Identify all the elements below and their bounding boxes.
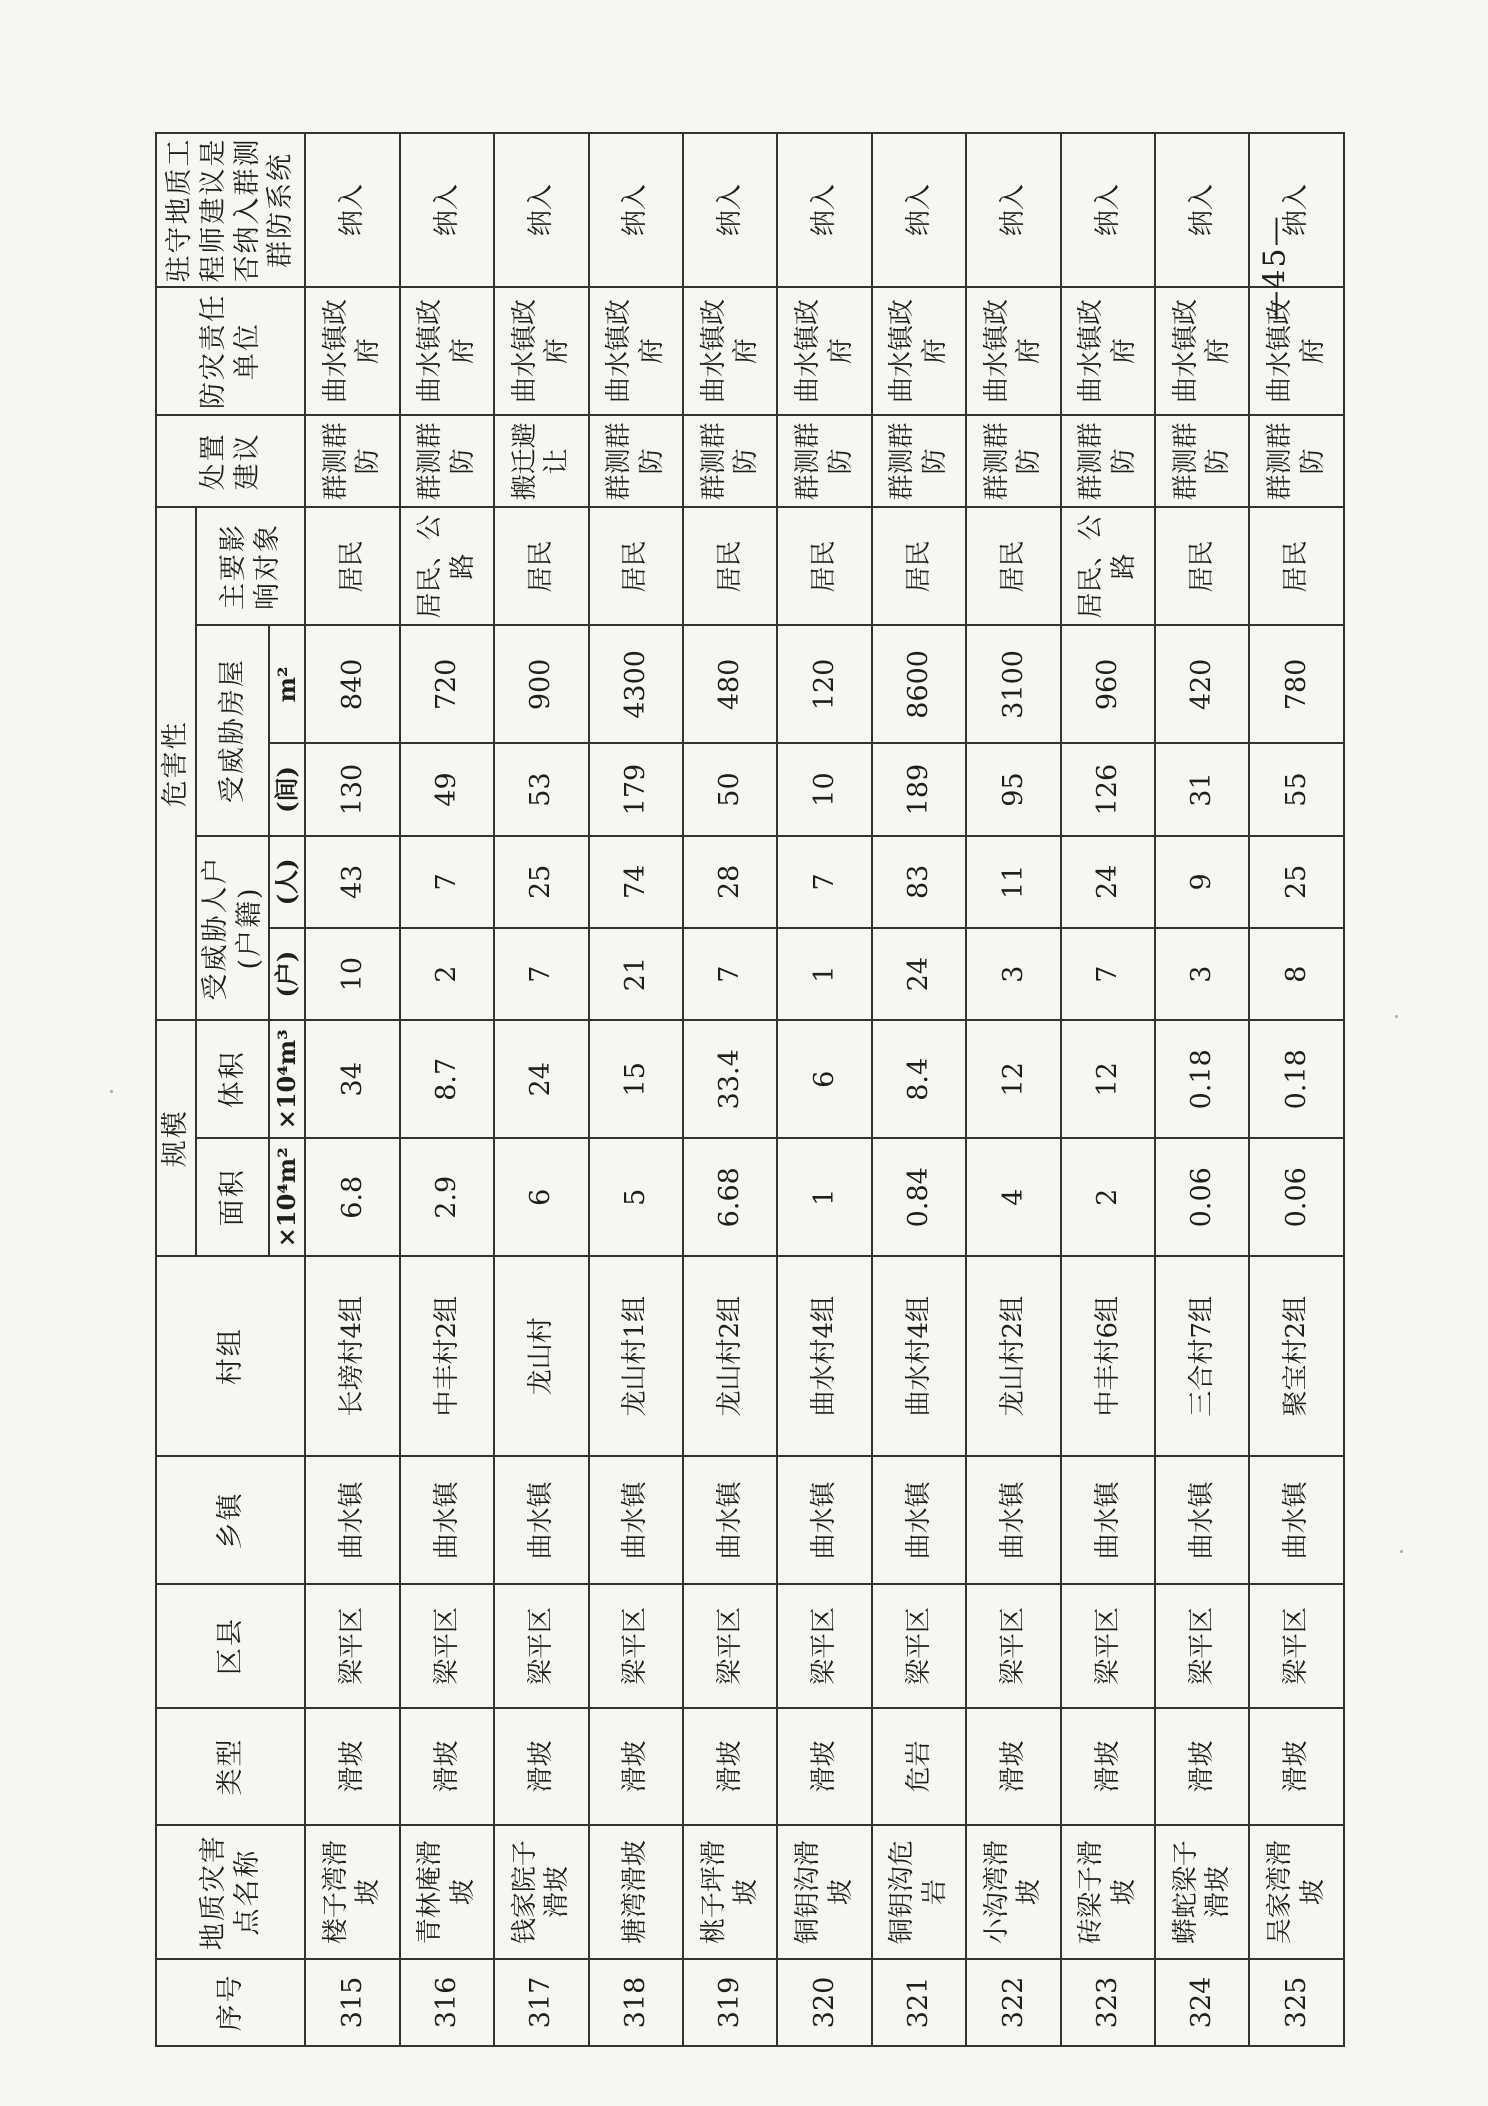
cell-persons: 28 xyxy=(683,836,777,928)
cell-town: 曲水镇 xyxy=(589,1456,683,1584)
table-row xyxy=(966,133,1060,2046)
cell-town: 曲水镇 xyxy=(683,1456,777,1584)
cell-name: 铜钥沟危岩 xyxy=(872,1825,966,1958)
cell-house-area: 480 xyxy=(683,625,777,743)
cell-responsible: 曲水镇政府 xyxy=(1061,287,1155,415)
cell-disposal: 搬迁避让 xyxy=(494,415,588,507)
header-seq: 序号 xyxy=(156,1959,305,2046)
cell-name: 桃子坪滑坡 xyxy=(683,1825,777,1958)
cell-households: 3 xyxy=(966,928,1060,1020)
cell-area: 6 xyxy=(494,1138,588,1256)
cell-responsible: 曲水镇政府 xyxy=(1155,287,1249,415)
cell-target: 居民 xyxy=(683,507,777,625)
cell-included: 纳入 xyxy=(777,133,871,287)
cell-area: 2 xyxy=(1061,1138,1155,1256)
cell-included: 纳入 xyxy=(305,133,399,287)
cell-seq: 316 xyxy=(400,1959,494,2046)
cell-households: 1 xyxy=(777,928,871,1020)
table-body xyxy=(305,133,1344,2046)
cell-type: 滑坡 xyxy=(966,1708,1060,1826)
cell-disposal: 群测群防 xyxy=(777,415,871,507)
cell-seq: 319 xyxy=(683,1959,777,2046)
cell-target: 居民 xyxy=(966,507,1060,625)
table-row xyxy=(305,133,399,2046)
cell-disposal: 群测群防 xyxy=(872,415,966,507)
cell-included: 纳入 xyxy=(966,133,1060,287)
cell-volume: 33.4 xyxy=(683,1020,777,1138)
unit-hu: (户) xyxy=(269,928,305,1020)
cell-type: 滑坡 xyxy=(683,1708,777,1826)
table-row xyxy=(777,133,871,2046)
cell-town: 曲水镇 xyxy=(777,1456,871,1584)
table-row xyxy=(494,133,588,2046)
cell-volume: 8.4 xyxy=(872,1020,966,1138)
cell-type: 滑坡 xyxy=(494,1708,588,1826)
cell-type: 滑坡 xyxy=(589,1708,683,1826)
cell-volume: 0.18 xyxy=(1155,1020,1249,1138)
cell-responsible: 曲水镇政府 xyxy=(683,287,777,415)
cell-area: 1 xyxy=(777,1138,871,1256)
cell-responsible: 曲水镇政府 xyxy=(400,287,494,415)
cell-area: 6.8 xyxy=(305,1138,399,1256)
cell-target: 居民 xyxy=(777,507,871,625)
cell-included: 纳入 xyxy=(494,133,588,287)
cell-area: 5 xyxy=(589,1138,683,1256)
cell-households: 7 xyxy=(683,928,777,1020)
cell-rooms: 95 xyxy=(966,743,1060,835)
cell-persons: 25 xyxy=(494,836,588,928)
cell-households: 2 xyxy=(400,928,494,1020)
cell-rooms: 31 xyxy=(1155,743,1249,835)
cell-disposal: 群测群防 xyxy=(305,415,399,507)
cell-included: 纳入 xyxy=(589,133,683,287)
cell-area: 0.06 xyxy=(1249,1138,1344,1256)
rotated-table-container xyxy=(155,132,1345,2047)
cell-rooms: 126 xyxy=(1061,743,1155,835)
header-responsible: 防灾责任单位 xyxy=(156,287,305,415)
header-included: 驻守地质工程师建议是否纳入群测群防系统 xyxy=(156,133,305,287)
cell-area: 6.68 xyxy=(683,1138,777,1256)
cell-house-area: 720 xyxy=(400,625,494,743)
cell-volume: 34 xyxy=(305,1020,399,1138)
cell-seq: 315 xyxy=(305,1959,399,2046)
cell-town: 曲水镇 xyxy=(1249,1456,1344,1584)
cell-households: 24 xyxy=(872,928,966,1020)
header-row-1 xyxy=(156,133,196,2046)
cell-area: 2.9 xyxy=(400,1138,494,1256)
cell-rooms: 130 xyxy=(305,743,399,835)
cell-name: 铜钥沟滑坡 xyxy=(777,1825,871,1958)
cell-name: 砖梁子滑坡 xyxy=(1061,1825,1155,1958)
cell-town: 曲水镇 xyxy=(305,1456,399,1584)
cell-rooms: 10 xyxy=(777,743,871,835)
cell-area: 4 xyxy=(966,1138,1060,1256)
cell-target: 居民 xyxy=(1249,507,1344,625)
cell-seq: 323 xyxy=(1061,1959,1155,2046)
cell-type: 滑坡 xyxy=(777,1708,871,1826)
cell-included: 纳入 xyxy=(400,133,494,287)
cell-volume: 24 xyxy=(494,1020,588,1138)
cell-households: 3 xyxy=(1155,928,1249,1020)
cell-rooms: 50 xyxy=(683,743,777,835)
cell-disposal: 群测群防 xyxy=(1249,415,1344,507)
table-row xyxy=(400,133,494,2046)
cell-village: 龙山村1组 xyxy=(589,1256,683,1456)
cell-name: 蟒蛇梁子滑坡 xyxy=(1155,1825,1249,1958)
header-volume: 体积 xyxy=(196,1020,270,1138)
cell-rooms: 53 xyxy=(494,743,588,835)
cell-name: 楼子湾滑坡 xyxy=(305,1825,399,1958)
cell-rooms: 55 xyxy=(1249,743,1344,835)
unit-m2: m² xyxy=(269,625,305,743)
cell-village: 聚宝村2组 xyxy=(1249,1256,1344,1456)
cell-type: 滑坡 xyxy=(400,1708,494,1826)
geohazard-table xyxy=(155,132,1345,2047)
cell-volume: 0.18 xyxy=(1249,1020,1344,1138)
header-houses: 受威胁房屋 xyxy=(196,625,270,835)
cell-persons: 74 xyxy=(589,836,683,928)
cell-village: 龙山村2组 xyxy=(683,1256,777,1456)
cell-village: 曲水村4组 xyxy=(777,1256,871,1456)
cell-village: 长塝村4组 xyxy=(305,1256,399,1456)
cell-target: 居民 xyxy=(305,507,399,625)
cell-type: 滑坡 xyxy=(1061,1708,1155,1826)
cell-house-area: 780 xyxy=(1249,625,1344,743)
cell-seq: 325 xyxy=(1249,1959,1344,2046)
cell-persons: 25 xyxy=(1249,836,1344,928)
cell-rooms: 189 xyxy=(872,743,966,835)
cell-house-area: 4300 xyxy=(589,625,683,743)
table-row xyxy=(589,133,683,2046)
cell-disposal: 群测群防 xyxy=(1061,415,1155,507)
cell-target: 居民 xyxy=(494,507,588,625)
cell-households: 10 xyxy=(305,928,399,1020)
cell-responsible: 曲水镇政府 xyxy=(305,287,399,415)
table-row xyxy=(1249,133,1344,2046)
cell-name: 钱家院子滑坡 xyxy=(494,1825,588,1958)
cell-village: 龙山村2组 xyxy=(966,1256,1060,1456)
header-target: 主要影响对象 xyxy=(196,507,306,625)
cell-responsible: 曲水镇政府 xyxy=(1249,287,1344,415)
cell-type: 滑坡 xyxy=(1155,1708,1249,1826)
cell-persons: 7 xyxy=(777,836,871,928)
cell-responsible: 曲水镇政府 xyxy=(589,287,683,415)
cell-persons: 83 xyxy=(872,836,966,928)
cell-volume: 6 xyxy=(777,1020,871,1138)
cell-town: 曲水镇 xyxy=(872,1456,966,1584)
cell-house-area: 120 xyxy=(777,625,871,743)
unit-ren: (人) xyxy=(269,836,305,928)
cell-town: 曲水镇 xyxy=(1061,1456,1155,1584)
cell-included: 纳入 xyxy=(1249,133,1344,287)
cell-house-area: 3100 xyxy=(966,625,1060,743)
cell-disposal: 群测群防 xyxy=(1155,415,1249,507)
cell-county: 梁平区 xyxy=(589,1584,683,1707)
header-type: 类型 xyxy=(156,1708,305,1826)
cell-house-area: 900 xyxy=(494,625,588,743)
cell-responsible: 曲水镇政府 xyxy=(966,287,1060,415)
cell-name: 小沟湾滑坡 xyxy=(966,1825,1060,1958)
cell-households: 7 xyxy=(494,928,588,1020)
cell-persons: 11 xyxy=(966,836,1060,928)
unit-area: ×10⁴m² xyxy=(269,1138,305,1256)
cell-house-area: 8600 xyxy=(872,625,966,743)
cell-volume: 12 xyxy=(1061,1020,1155,1138)
cell-rooms: 49 xyxy=(400,743,494,835)
cell-town: 曲水镇 xyxy=(494,1456,588,1584)
cell-county: 梁平区 xyxy=(872,1584,966,1707)
header-disposal: 处置建议 xyxy=(156,415,305,507)
cell-included: 纳入 xyxy=(1155,133,1249,287)
cell-persons: 7 xyxy=(400,836,494,928)
cell-house-area: 840 xyxy=(305,625,399,743)
cell-households: 8 xyxy=(1249,928,1344,1020)
cell-area: 0.84 xyxy=(872,1138,966,1256)
cell-county: 梁平区 xyxy=(494,1584,588,1707)
cell-included: 纳入 xyxy=(1061,133,1155,287)
cell-seq: 324 xyxy=(1155,1959,1249,2046)
header-households: 受威胁人户(户籍) xyxy=(196,836,270,1021)
cell-name: 塘湾滑坡 xyxy=(589,1825,683,1958)
cell-type: 危岩 xyxy=(872,1708,966,1826)
cell-town: 曲水镇 xyxy=(966,1456,1060,1584)
cell-volume: 15 xyxy=(589,1020,683,1138)
cell-town: 曲水镇 xyxy=(400,1456,494,1584)
cell-county: 梁平区 xyxy=(1061,1584,1155,1707)
cell-target: 居民、公路 xyxy=(1061,507,1155,625)
cell-disposal: 群测群防 xyxy=(683,415,777,507)
cell-town: 曲水镇 xyxy=(1155,1456,1249,1584)
cell-name: 吴家湾滑坡 xyxy=(1249,1825,1344,1958)
cell-house-area: 960 xyxy=(1061,625,1155,743)
cell-type: 滑坡 xyxy=(1249,1708,1344,1826)
cell-county: 梁平区 xyxy=(400,1584,494,1707)
table-row xyxy=(1061,133,1155,2046)
cell-disposal: 群测群防 xyxy=(966,415,1060,507)
cell-type: 滑坡 xyxy=(305,1708,399,1826)
cell-rooms: 179 xyxy=(589,743,683,835)
cell-house-area: 420 xyxy=(1155,625,1249,743)
table-row xyxy=(683,133,777,2046)
cell-volume: 8.7 xyxy=(400,1020,494,1138)
cell-persons: 24 xyxy=(1061,836,1155,928)
header-county: 区县 xyxy=(156,1584,305,1707)
cell-village: 三合村7组 xyxy=(1155,1256,1249,1456)
cell-disposal: 群测群防 xyxy=(589,415,683,507)
cell-seq: 320 xyxy=(777,1959,871,2046)
header-village: 村组 xyxy=(156,1256,305,1456)
cell-county: 梁平区 xyxy=(305,1584,399,1707)
cell-name: 青林庵滑坡 xyxy=(400,1825,494,1958)
cell-volume: 12 xyxy=(966,1020,1060,1138)
cell-seq: 321 xyxy=(872,1959,966,2046)
header-town: 乡镇 xyxy=(156,1456,305,1584)
cell-disposal: 群测群防 xyxy=(400,415,494,507)
cell-seq: 322 xyxy=(966,1959,1060,2046)
cell-seq: 317 xyxy=(494,1959,588,2046)
cell-county: 梁平区 xyxy=(777,1584,871,1707)
unit-volume: ×10⁴m³ xyxy=(269,1020,305,1138)
header-area: 面积 xyxy=(196,1138,270,1256)
cell-target: 居民 xyxy=(1155,507,1249,625)
cell-target: 居民 xyxy=(872,507,966,625)
cell-village: 曲水村4组 xyxy=(872,1256,966,1456)
cell-village: 龙山村 xyxy=(494,1256,588,1456)
cell-target: 居民、公路 xyxy=(400,507,494,625)
header-scale: 规模 xyxy=(156,1020,196,1256)
cell-included: 纳入 xyxy=(872,133,966,287)
cell-county: 梁平区 xyxy=(1155,1584,1249,1707)
cell-households: 21 xyxy=(589,928,683,1020)
cell-area: 0.06 xyxy=(1155,1138,1249,1256)
cell-village: 中丰村6组 xyxy=(1061,1256,1155,1456)
cell-responsible: 曲水镇政府 xyxy=(872,287,966,415)
header-name: 地质灾害点名称 xyxy=(156,1825,305,1958)
cell-persons: 43 xyxy=(305,836,399,928)
cell-responsible: 曲水镇政府 xyxy=(777,287,871,415)
table-row xyxy=(1155,133,1249,2046)
cell-county: 梁平区 xyxy=(683,1584,777,1707)
unit-jian: (间) xyxy=(269,743,305,835)
cell-county: 梁平区 xyxy=(966,1584,1060,1707)
cell-included: 纳入 xyxy=(683,133,777,287)
cell-village: 中丰村2组 xyxy=(400,1256,494,1456)
page-number: —45— xyxy=(1257,214,1293,321)
cell-persons: 9 xyxy=(1155,836,1249,928)
cell-target: 居民 xyxy=(589,507,683,625)
header-hazard: 危害性 xyxy=(156,507,196,1020)
cell-responsible: 曲水镇政府 xyxy=(494,287,588,415)
cell-county: 梁平区 xyxy=(1249,1584,1344,1707)
table-row xyxy=(872,133,966,2046)
cell-households: 7 xyxy=(1061,928,1155,1020)
cell-seq: 318 xyxy=(589,1959,683,2046)
